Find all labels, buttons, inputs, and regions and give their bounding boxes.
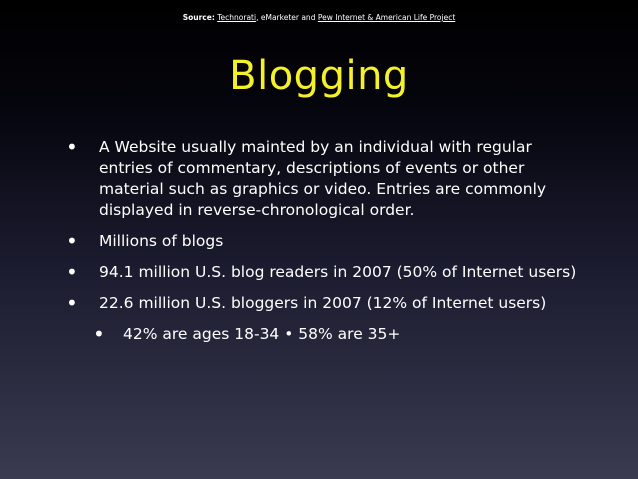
bullet-list (0, 137, 638, 345)
bullet-dot-icon: • (93, 322, 105, 346)
bullet-text: 22.6 million U.S. bloggers in 2007 (12% of Internet users) (99, 294, 547, 312)
sub-bullet-text: 42% are ages 18-34 • 58% are 35+ (123, 325, 401, 343)
bullet-dot-icon: • (66, 135, 78, 159)
source-label: Source: (182, 13, 215, 22)
sub-bullet-item (0, 324, 638, 345)
bullet-item (0, 137, 638, 221)
bullet-item (0, 293, 638, 314)
bullet-text: A Website usually mainted by an individual with regular entries of commentary, descriptions of events or other material such as graphics or video. Entries are commonly displayed in reverse-chronological order. (99, 138, 547, 219)
bullet-dot-icon: • (66, 229, 78, 253)
bullet-text: Millions of blogs (99, 232, 224, 250)
bullet-item (0, 262, 638, 283)
bullet-item (0, 231, 638, 252)
source-line (0, 13, 638, 22)
source-middle-text: , eMarketer and (256, 13, 318, 22)
bullet-dot-icon: • (66, 291, 78, 315)
bullet-dot-icon: • (66, 260, 78, 284)
source-link-pew[interactable]: Pew Internet & American Life Project (317, 13, 456, 22)
slide-title: Blogging (229, 53, 409, 99)
source-link-technorati[interactable]: Technorati (217, 13, 257, 22)
bullet-text: 94.1 million U.S. blog readers in 2007 (50% of Internet users) (99, 263, 577, 281)
